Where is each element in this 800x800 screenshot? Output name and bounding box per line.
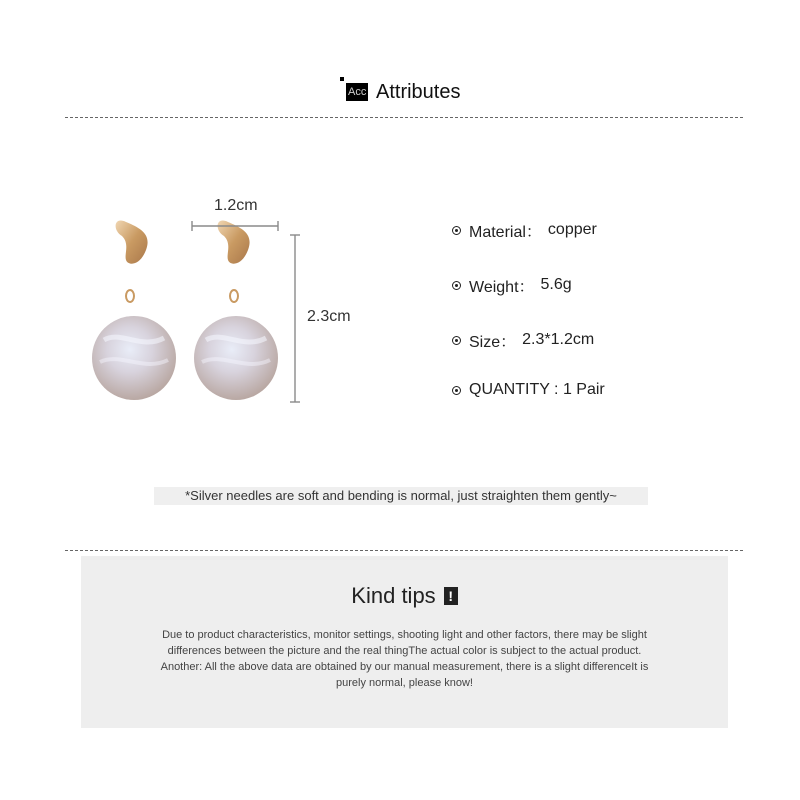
spec-value: copper: [547, 221, 597, 238]
bullet-icon: [452, 226, 461, 235]
spec-value: 5.6g: [540, 276, 572, 293]
kind-tips-title: Kind tips: [351, 583, 436, 609]
right-earring: [194, 221, 278, 400]
spec-weight: [452, 271, 572, 299]
width-label: 1.2cm: [214, 197, 258, 214]
spec-quantity: [452, 376, 605, 404]
divider-top: [65, 117, 743, 118]
tips-line: Due to product characteristics, monitor settings, shooting light and other factors, there may be slight: [162, 629, 647, 641]
header-badge: Acc: [346, 83, 368, 101]
spec-material: [452, 216, 597, 244]
section-header: [0, 76, 800, 108]
spec-label: Material：: [469, 223, 542, 241]
spec-size: [452, 326, 594, 354]
tips-line: Another: All the above data are obtained by our manual measurement, there is a slight differenceIt is: [160, 661, 649, 673]
bullet-icon: [452, 386, 461, 395]
care-note: *Silver needles are soft and bending is normal, just straighten them gently~: [154, 487, 648, 505]
height-label: 2.3cm: [307, 308, 351, 325]
bullet-icon: [452, 281, 461, 290]
kind-tips-panel: [81, 556, 728, 728]
tips-line: purely normal, please know!: [336, 677, 473, 689]
spec-label: Size：: [469, 333, 517, 351]
header-dot: [340, 77, 344, 81]
exclamation-icon: !: [444, 587, 458, 605]
kind-tips-body: [111, 627, 698, 691]
tips-line: differences between the picture and the real thingThe actual color is subject to the actual product.: [167, 645, 642, 657]
product-image: [80, 190, 380, 420]
left-earring: [92, 221, 176, 400]
earrings-illustration: [80, 190, 380, 420]
kind-tips-heading: [81, 580, 728, 611]
section-title: Attributes: [376, 81, 461, 103]
spec-label: QUANTITY : 1 Pair: [469, 381, 605, 398]
bullet-icon: [452, 336, 461, 345]
height-dimension-line: [290, 235, 300, 402]
divider-bottom: [65, 550, 743, 551]
spec-value: 2.3*1.2cm: [522, 331, 595, 348]
spec-label: Weight：: [469, 278, 535, 296]
